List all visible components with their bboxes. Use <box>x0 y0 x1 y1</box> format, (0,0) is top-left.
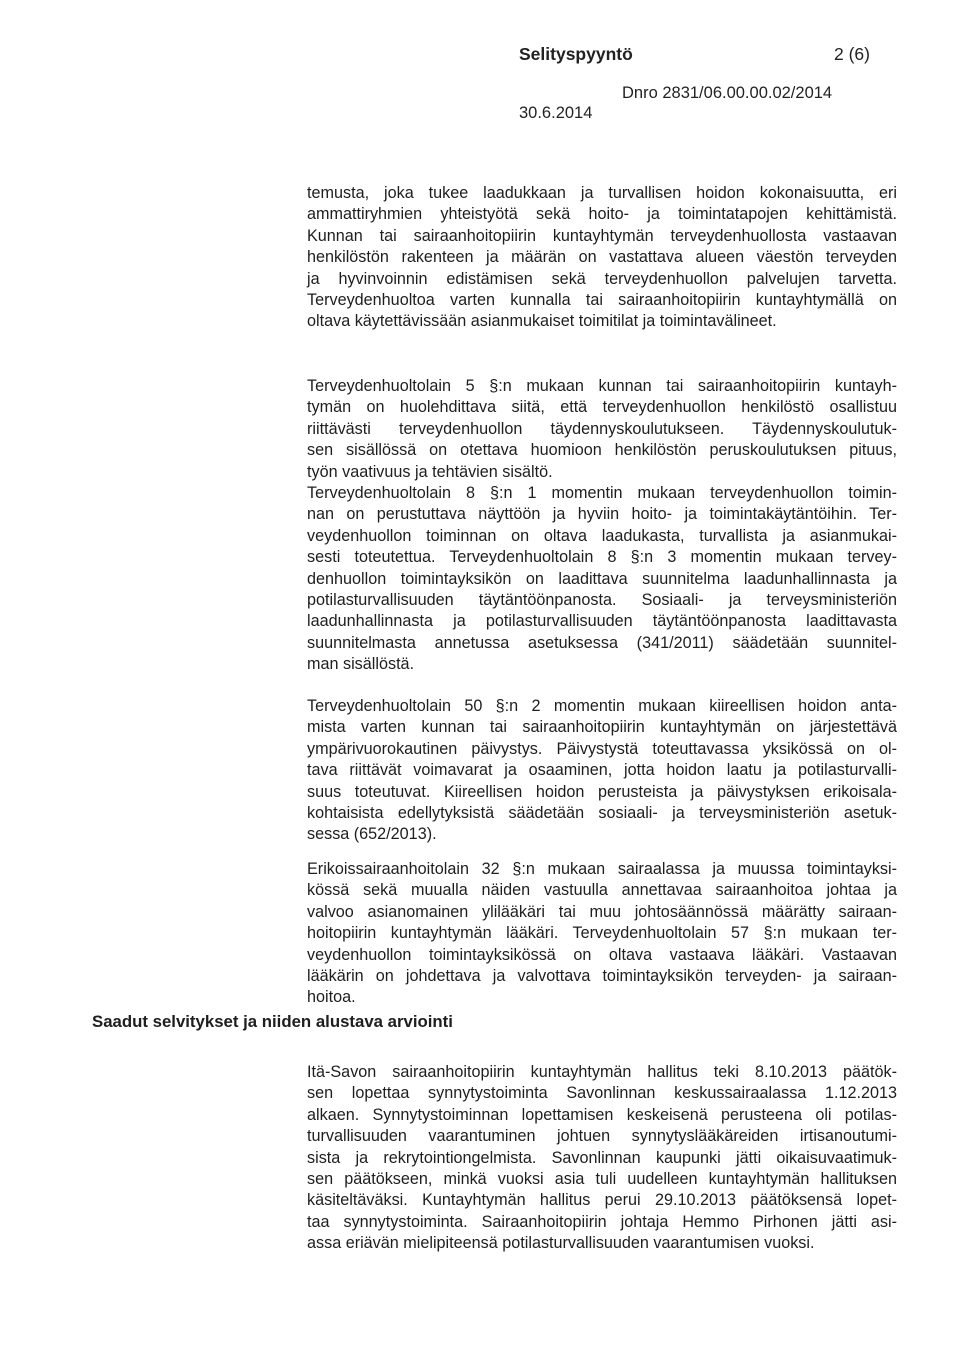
text-line: veydenhuollon toimintayksikössä on oltava vastaava lääkäri. Vastaavan <box>307 945 897 964</box>
text-line: nan on perustuttava näyttöön ja hyviin hoito- ja toimintakäytäntöihin. Ter- <box>307 505 897 524</box>
text-line: assa eriävän mielipiteensä potilasturvallisuuden vaarantumisen vuoksi. <box>307 1234 815 1253</box>
paragraph <box>307 183 897 333</box>
document-title: Selityspyyntö <box>519 44 633 64</box>
paragraph <box>307 859 897 1009</box>
text-line: laadunhallinnasta ja potilasturvallisuuden täytäntöönpanosta laadittavasta <box>307 612 897 631</box>
text-line: denhuollon toimintayksikön on laadittava suunnitelma laadunhallinnasta ja <box>307 569 897 588</box>
text-line: kohtaisista edellytyksistä säädetään sosiaali- ja terveysministeriön asetuk- <box>307 804 897 823</box>
text-line: man sisällöstä. <box>307 655 415 674</box>
text-line: sesti toteutettua. Terveydenhuoltolain 8 §:n 3 momentin mukaan tervey- <box>307 548 897 567</box>
text-line: tava riittävät voimavarat ja osaaminen, jotta hoidon laatu ja potilasturvalli- <box>307 761 897 780</box>
text-line: hoitopiirin kuntayhtymän lääkäri. Terveydenhuoltolain 57 §:n mukaan ter- <box>307 924 897 943</box>
record-number: Dnro 2831/06.00.00.02/2014 <box>622 84 833 102</box>
text-line: ja hyvinvoinnin edistämisen sekä terveydenhuollon palvelujen tarvetta. <box>307 269 897 288</box>
text-line: Terveydenhuoltolain 8 §:n 1 momentin mukaan terveydenhuollon toimin- <box>307 484 897 502</box>
text-line: alkaen. Synnytystoiminnan lopettamisen keskeisenä perusteena oli potilas- <box>307 1105 897 1124</box>
text-line: hoitoa. <box>307 988 356 1007</box>
text-line: Terveydenhuoltoa varten kunnalla tai sairaanhoitopiirin kuntayhtymällä on <box>307 291 897 310</box>
text-line: sista ja rekrytointiongelmista. Savonlinnan kaupunki jätti oikaisuvaatimuk- <box>307 1148 897 1167</box>
text-line: Kunnan tai sairaanhoitopiirin kuntayhtymän terveydenhuollosta vastaavan <box>307 226 897 245</box>
text-line: potilasturvallisuuden täytäntöönpanosta. Sosiaali- ja terveysministeriön <box>307 591 897 610</box>
text-line: valvoo asianomainen ylilääkäri tai muu johtosäännössä määrätty sairaan- <box>307 902 897 921</box>
text-line: mista varten kunnan tai sairaanhoitopiirin kuntayhtymän on järjestettävä <box>307 718 897 737</box>
text-line: sen sisällössä on otettava huomioon henkilöstön peruskoulutuksen pituus, <box>307 441 897 460</box>
text-line: käsiteltäväksi. Kuntayhtymän hallitus perui 29.10.2013 päätöksensä lopet- <box>307 1191 897 1210</box>
text-line: suunnitelmasta annetussa asetuksessa (341/2011) säädetään suunnitel- <box>307 633 897 652</box>
text-line: Erikoissairaanhoitolain 32 §:n mukaan sairaalassa ja muussa toimintayksi- <box>307 860 897 878</box>
text-line: riittävästi terveydenhuollon täydennyskoulutukseen. Täydennyskoulutuk- <box>307 419 897 438</box>
text-line: ammattiryhmien yhteistyötä sekä hoito- ja toimintatapojen kehittämistä. <box>307 205 897 224</box>
text-line: sen lopettaa synnytystoiminta Savonlinnan keskussairaalassa 1.12.2013 <box>307 1084 897 1103</box>
document-date: 30.6.2014 <box>519 104 593 122</box>
page-number: 2 (6) <box>834 44 870 64</box>
paragraph <box>307 483 897 676</box>
section-heading: Saadut selvitykset ja niiden alustava arviointi <box>92 1012 453 1031</box>
text-line: veydenhuollon toiminnan on oltava laadukasta, turvallista ja asianmukai- <box>307 526 897 545</box>
text-line: lääkärin on johdettava ja valvottava toimintayksikön terveyden- ja sairaan- <box>307 967 897 986</box>
text-line: oltava käytettävissään asianmukaiset toimitilat ja toimintavälineet. <box>307 312 777 331</box>
text-line: taa synnytystoiminta. Sairaanhoitopiirin johtaja Hemmo Pirhonen jätti asi- <box>307 1212 897 1231</box>
text-line: Terveydenhuoltolain 5 §:n mukaan kunnan tai sairaanhoitopiirin kuntayh- <box>307 377 897 395</box>
text-line: kössä sekä muualla näiden vastuulla annettavaa sairaanhoitoa johtaa ja <box>307 881 897 900</box>
paragraph <box>307 1062 897 1255</box>
text-line: Itä-Savon sairaanhoitopiirin kuntayhtymän hallitus teki 8.10.2013 päätök- <box>307 1063 897 1081</box>
text-line: sen päätökseen, minkä vuoksi asia tuli uudelleen kuntayhtymän hallituksen <box>307 1170 897 1189</box>
text-line: suus toteutuvat. Kiireellisen hoidon perusteista ja päivystyksen erikoisala- <box>307 782 897 801</box>
paragraph <box>307 696 897 846</box>
text-line: Terveydenhuoltolain 50 §:n 2 momentin mukaan kiireellisen hoidon anta- <box>307 697 897 715</box>
text-line: henkilöstön rakenteen ja määrän on vastattava alueen väestön terveyden <box>307 248 897 267</box>
text-line: ympärivuorokautinen päivystys. Päivystystä toteuttavassa yksikössä on ol- <box>307 739 897 758</box>
paragraph <box>307 376 897 483</box>
text-line: temusta, joka tukee laadukkaan ja turvallisen hoidon kokonaisuutta, eri <box>307 184 897 202</box>
text-line: sessa (652/2013). <box>307 825 437 844</box>
text-line: työn vaativuus ja tehtävien sisältö. <box>307 462 553 481</box>
text-line: tymän on huolehdittava siitä, että terveydenhuollon henkilöstö osallistuu <box>307 398 897 417</box>
text-line: turvallisuuden vaarantuminen johtuen synnytyslääkäreiden irtisanoutumi- <box>307 1127 897 1146</box>
